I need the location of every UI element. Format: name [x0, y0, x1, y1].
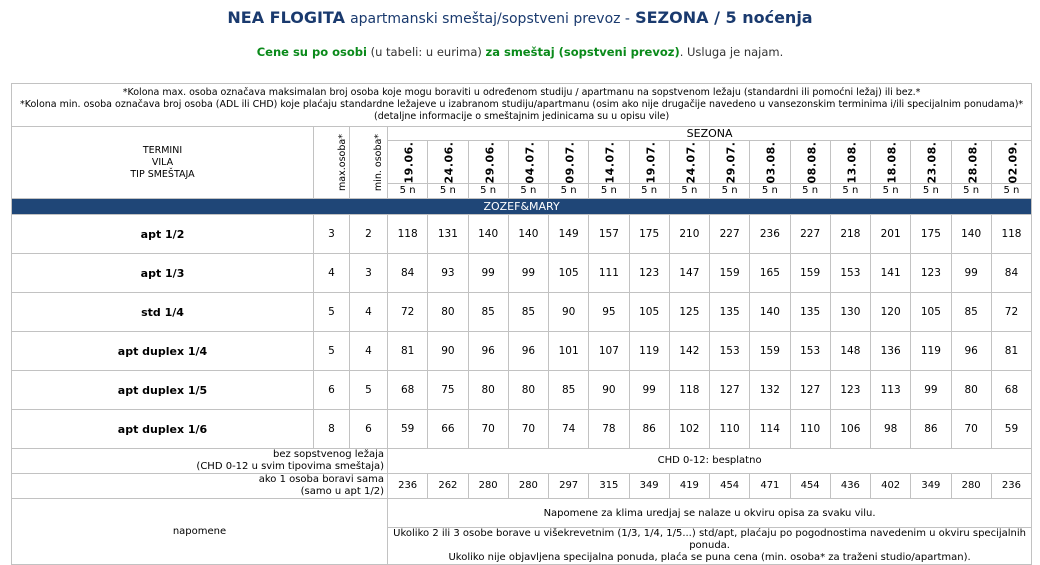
date-cell [710, 141, 750, 184]
price-cell: 227 [790, 215, 830, 254]
price-cell: 72 [388, 293, 428, 332]
subtitle-currency: (u tabeli: u eurima) [370, 45, 482, 59]
max-persons-value: 4 [314, 254, 350, 293]
price-cell: 74 [549, 410, 589, 449]
price-cell: 175 [911, 215, 951, 254]
price-cell: 153 [830, 254, 870, 293]
price-cell: 140 [468, 215, 508, 254]
max-persons-label: max.osoba* [336, 134, 348, 191]
price-cell: 140 [951, 215, 991, 254]
price-cell: 149 [549, 215, 589, 254]
date-label: 08.08. [804, 141, 818, 183]
nights-cell: 5 n [589, 184, 629, 199]
header-left-label [12, 127, 314, 199]
price-cell: 80 [508, 371, 548, 410]
accommodation-type: apt duplex 1/6 [12, 410, 314, 449]
accommodation-type: apt duplex 1/4 [12, 332, 314, 371]
price-cell: 148 [830, 332, 870, 371]
price-cell: 135 [790, 293, 830, 332]
napomene-row-1 [12, 499, 1032, 528]
date-cell [549, 141, 589, 184]
note-max-persons: *Kolona max. osoba označava maksimalan broj osoba koje mogu boraviti u određenom studiju / apartmanu na sopstvenom ležaju (standardni ili pomoćni ležaj) ili bez.* [122, 87, 921, 98]
napomene-note-2 [388, 528, 1032, 565]
price-cell: 59 [991, 410, 1031, 449]
single-price-cell: 262 [428, 474, 468, 499]
table-row [12, 293, 1032, 332]
subtitle-accommodation: za smeštaj (sopstveni prevoz) [485, 45, 680, 59]
title-season: SEZONA / 5 noćenja [635, 8, 813, 27]
subtitle-per-person: Cene su po osobi [256, 45, 367, 59]
nights-cell: 5 n [669, 184, 709, 199]
price-cell: 105 [911, 293, 951, 332]
date-label: 28.08. [965, 141, 979, 183]
price-cell: 99 [911, 371, 951, 410]
single-person-row [12, 474, 1032, 499]
title-destination: NEA FLOGITA [227, 8, 345, 27]
max-persons-value: 8 [314, 410, 350, 449]
price-cell: 70 [951, 410, 991, 449]
date-cell [468, 141, 508, 184]
single-price-cell: 280 [951, 474, 991, 499]
price-cell: 78 [589, 410, 629, 449]
single-price-cell: 236 [991, 474, 1031, 499]
date-cell [388, 141, 428, 184]
header-min-persons [350, 127, 388, 199]
price-cell: 119 [629, 332, 669, 371]
price-cell: 132 [750, 371, 790, 410]
price-cell: 175 [629, 215, 669, 254]
price-cell: 90 [428, 332, 468, 371]
nights-cell: 5 n [388, 184, 428, 199]
price-cell: 85 [951, 293, 991, 332]
no-bed-row [12, 449, 1032, 474]
price-cell: 165 [750, 254, 790, 293]
price-cell: 75 [428, 371, 468, 410]
price-cell: 153 [710, 332, 750, 371]
price-cell: 236 [750, 215, 790, 254]
price-cell: 125 [669, 293, 709, 332]
single-price-cell: 454 [790, 474, 830, 499]
price-cell: 98 [871, 410, 911, 449]
date-label: 13.08. [845, 141, 859, 183]
date-label: 03.08. [764, 141, 778, 183]
single-price-cell: 236 [388, 474, 428, 499]
min-persons-value: 2 [350, 215, 388, 254]
nights-cell: 5 n [991, 184, 1031, 199]
date-cell [911, 141, 951, 184]
single-price-cell: 349 [629, 474, 669, 499]
villa-row [12, 199, 1032, 215]
price-cell: 80 [428, 293, 468, 332]
price-cell: 113 [871, 371, 911, 410]
min-persons-value: 4 [350, 293, 388, 332]
date-label: 18.08. [885, 141, 899, 183]
single-price-cell: 297 [549, 474, 589, 499]
price-cell: 142 [669, 332, 709, 371]
header-termini: TERMINI [142, 144, 183, 156]
price-cell: 110 [710, 410, 750, 449]
price-cell: 127 [790, 371, 830, 410]
price-cell: 159 [790, 254, 830, 293]
price-cell: 66 [428, 410, 468, 449]
accommodation-type: apt 1/2 [12, 215, 314, 254]
price-cell: 85 [508, 293, 548, 332]
nights-cell: 5 n [951, 184, 991, 199]
price-cell: 86 [629, 410, 669, 449]
price-cell: 123 [911, 254, 951, 293]
date-cell [629, 141, 669, 184]
single-price-cell: 419 [669, 474, 709, 499]
table-row [12, 215, 1032, 254]
min-persons-label: min. osoba* [373, 133, 385, 192]
nights-cell: 5 n [428, 184, 468, 199]
price-cell: 118 [991, 215, 1031, 254]
accommodation-type: apt 1/3 [12, 254, 314, 293]
price-cell: 119 [911, 332, 951, 371]
price-cell: 102 [669, 410, 709, 449]
single-price-cell: 280 [508, 474, 548, 499]
max-persons-value: 3 [314, 215, 350, 254]
price-cell: 68 [388, 371, 428, 410]
date-cell [750, 141, 790, 184]
date-cell [951, 141, 991, 184]
napomene-note-2-line2: Ukoliko nije objavljena specijalna ponuda, plaća se puna cena (min. osoba* za traženi studio/apartman). [448, 552, 971, 563]
nights-cell: 5 n [468, 184, 508, 199]
single-person-label [12, 474, 388, 499]
max-persons-value: 5 [314, 293, 350, 332]
single-price-cell: 349 [911, 474, 951, 499]
no-bed-label [12, 449, 388, 474]
date-label: 23.08. [925, 141, 939, 183]
table-row [12, 254, 1032, 293]
single-price-cell: 280 [468, 474, 508, 499]
note-details: (detaljne informacije o smeštajnim jedinicama su u opisu vile) [374, 111, 670, 122]
accommodation-type: std 1/4 [12, 293, 314, 332]
date-cell [669, 141, 709, 184]
page-title [0, 7, 1040, 29]
date-label: 24.07. [684, 141, 698, 183]
price-cell: 84 [388, 254, 428, 293]
single-person-line1: ako 1 osoba boravi sama [258, 474, 384, 485]
single-price-cell: 471 [750, 474, 790, 499]
price-cell: 118 [388, 215, 428, 254]
date-cell [508, 141, 548, 184]
price-cell: 85 [468, 293, 508, 332]
price-cell: 114 [750, 410, 790, 449]
price-cell: 59 [388, 410, 428, 449]
price-cell: 105 [629, 293, 669, 332]
date-cell [871, 141, 911, 184]
season-header-row [12, 127, 1032, 141]
single-price-cell: 454 [710, 474, 750, 499]
date-cell [991, 141, 1031, 184]
price-cell: 72 [991, 293, 1031, 332]
price-subtitle [0, 45, 1040, 59]
season-label: SEZONA [388, 127, 1032, 141]
accommodation-type: apt duplex 1/5 [12, 371, 314, 410]
nights-cell: 5 n [750, 184, 790, 199]
max-persons-value: 5 [314, 332, 350, 371]
price-cell: 99 [468, 254, 508, 293]
price-cell: 86 [911, 410, 951, 449]
price-cell: 85 [549, 371, 589, 410]
price-cell: 123 [629, 254, 669, 293]
title-description: apartmanski smeštaj/sopstveni prevoz - [350, 11, 630, 27]
price-cell: 136 [871, 332, 911, 371]
price-cell: 70 [468, 410, 508, 449]
price-cell: 99 [951, 254, 991, 293]
nights-cell: 5 n [710, 184, 750, 199]
header-max-persons [314, 127, 350, 199]
price-cell: 80 [951, 371, 991, 410]
min-persons-value: 4 [350, 332, 388, 371]
price-cell: 99 [629, 371, 669, 410]
price-cell: 159 [750, 332, 790, 371]
price-cell: 227 [710, 215, 750, 254]
price-cell: 95 [589, 293, 629, 332]
date-label: 09.07. [563, 141, 577, 183]
nights-cell: 5 n [790, 184, 830, 199]
min-persons-value: 6 [350, 410, 388, 449]
date-cell [428, 141, 468, 184]
napomene-label: napomene [12, 499, 388, 565]
price-cell: 153 [790, 332, 830, 371]
price-cell: 110 [790, 410, 830, 449]
nights-cell: 5 n [629, 184, 669, 199]
date-cell [790, 141, 830, 184]
header-vila: VILA [151, 156, 174, 168]
date-label: 29.06. [482, 141, 496, 183]
single-person-line2: (samo u apt 1/2) [300, 486, 384, 497]
min-persons-value: 5 [350, 371, 388, 410]
date-cell [830, 141, 870, 184]
price-cell: 141 [871, 254, 911, 293]
note-min-persons: *Kolona min. osoba označava broj osoba (ADL ili CHD) koje plaćaju standardne ležajeve u izabranom studiju/apartmanu (osim ako nije drugačije navedeno u vansezonskim terminima i/ili specijalnim ponudama)* [19, 99, 1024, 110]
price-cell: 123 [830, 371, 870, 410]
header-tip-smestaja: TIP SMEŠTAJA [130, 168, 195, 180]
price-cell: 118 [669, 371, 709, 410]
single-price-cell: 436 [830, 474, 870, 499]
price-cell: 81 [991, 332, 1031, 371]
price-cell: 84 [991, 254, 1031, 293]
price-cell: 93 [428, 254, 468, 293]
date-label: 19.07. [643, 141, 657, 183]
subtitle-service: . Usluga je najam. [679, 45, 784, 59]
date-label: 24.06. [442, 141, 456, 183]
price-table [11, 83, 1032, 565]
price-cell: 130 [830, 293, 870, 332]
table-row [12, 332, 1032, 371]
date-label: 19.06. [402, 141, 416, 183]
villa-name: ZOZEF&MARY [12, 199, 1032, 215]
napomene-note-1: Napomene za klima uredjaj se nalaze u okviru opisa za svaku vilu. [388, 499, 1032, 528]
max-persons-value: 6 [314, 371, 350, 410]
date-label: 29.07. [724, 141, 738, 183]
nights-cell: 5 n [549, 184, 589, 199]
date-cell [589, 141, 629, 184]
date-label: 02.09. [1006, 141, 1020, 183]
single-price-cell: 402 [871, 474, 911, 499]
price-cell: 70 [508, 410, 548, 449]
price-cell: 107 [589, 332, 629, 371]
nights-cell: 5 n [830, 184, 870, 199]
price-cell: 96 [468, 332, 508, 371]
price-cell: 111 [589, 254, 629, 293]
price-cell: 127 [710, 371, 750, 410]
price-cell: 81 [388, 332, 428, 371]
notes-row [12, 84, 1032, 127]
price-cell: 131 [428, 215, 468, 254]
table-row [12, 371, 1032, 410]
notes-cell [12, 84, 1032, 127]
price-cell: 90 [549, 293, 589, 332]
price-cell: 159 [710, 254, 750, 293]
date-label: 04.07. [523, 141, 537, 183]
single-price-cell: 315 [589, 474, 629, 499]
price-cell: 201 [871, 215, 911, 254]
price-cell: 120 [871, 293, 911, 332]
price-cell: 101 [549, 332, 589, 371]
date-label: 14.07. [603, 141, 617, 183]
price-cell: 99 [508, 254, 548, 293]
price-cell: 157 [589, 215, 629, 254]
min-persons-value: 3 [350, 254, 388, 293]
table-row [12, 410, 1032, 449]
price-cell: 105 [549, 254, 589, 293]
price-cell: 80 [468, 371, 508, 410]
price-cell: 135 [710, 293, 750, 332]
price-cell: 218 [830, 215, 870, 254]
nights-cell: 5 n [508, 184, 548, 199]
price-cell: 140 [750, 293, 790, 332]
price-cell: 210 [669, 215, 709, 254]
price-cell: 140 [508, 215, 548, 254]
nights-cell: 5 n [911, 184, 951, 199]
price-cell: 147 [669, 254, 709, 293]
price-cell: 90 [589, 371, 629, 410]
nights-cell: 5 n [871, 184, 911, 199]
napomene-note-2-line1: Ukoliko 2 ili 3 osobe borave u višekrevetnim (1/3, 1/4, 1/5...) std/apt, plaćaju po pogodnostima navedenim u okviru specijalnih ponuda. [393, 528, 1027, 551]
no-bed-value: CHD 0-12: besplatno [388, 449, 1032, 474]
no-bed-line2: (CHD 0-12 u svim tipovima smeštaja) [196, 461, 384, 472]
price-cell: 96 [508, 332, 548, 371]
price-cell: 96 [951, 332, 991, 371]
price-cell: 106 [830, 410, 870, 449]
no-bed-line1: bez sopstvenog ležaja [272, 449, 384, 460]
price-cell: 68 [991, 371, 1031, 410]
